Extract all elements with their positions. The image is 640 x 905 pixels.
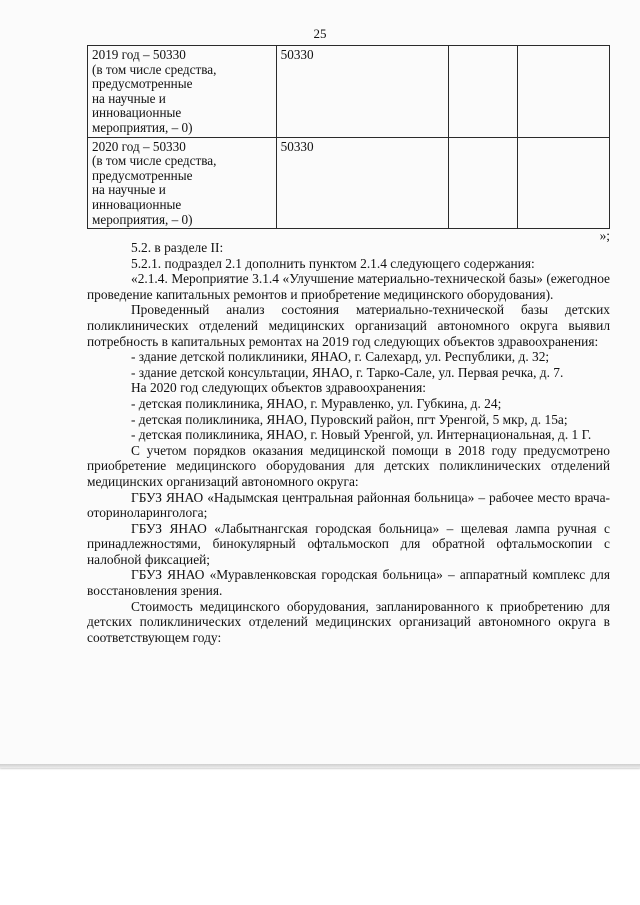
cell-line: предусмотренные [92, 76, 193, 92]
paragraph: Проведенный анализ состояния материально-технической базы детских поликлинических отделений медицинских организаций автономного округа выявил потребность в капитальных ремонтах на 2019 год следующих объектов здравоохранения: [87, 302, 610, 349]
cell-line: (в том числе средства, [92, 153, 217, 169]
cell-line: мероприятия, – 0) [92, 211, 193, 227]
table-row [88, 137, 610, 229]
cell-line: инновационные [92, 105, 182, 121]
table-cell-amount: 50330 [276, 137, 448, 229]
list-item: - детская поликлиника, ЯНАО, г. Муравленко, ул. Губкина, д. 24; [131, 395, 502, 411]
table-cell-empty [517, 46, 609, 138]
table-cell-empty [449, 46, 517, 138]
cell-line: мероприятия, – 0) [92, 119, 193, 135]
document-body [87, 240, 610, 645]
paragraph: «2.1.4. Мероприятие 3.1.4 «Улучшение материально-технической базы» (ежегодное проведение капитальных ремонтов и приобретение медицинского оборудования). [87, 271, 610, 302]
paragraph: На 2020 год следующих объектов здравоохранения: [131, 380, 426, 396]
cell-line: инновационные [92, 196, 182, 212]
paragraph: С учетом порядков оказания медицинской помощи в 2018 году предусмотрено приобретение медицинского оборудования для детских поликлинических отделений медицинских организаций автономного округа: [87, 442, 610, 489]
paragraph: Стоимость медицинского оборудования, запланированного к приобретению для детских поликлинических отделений медицинских организаций автономного округа в соответствующем году: [87, 598, 610, 645]
section-heading: 5.2. в разделе II: [131, 240, 224, 255]
list-item: - детская поликлиника, ЯНАО, г. Новый Уренгой, ул. Интернациональная, д. 1 Г. [131, 427, 592, 443]
paragraph: ГБУЗ ЯНАО «Надымская центральная районная больница» – рабочее место врача-оториноларинголога; [87, 489, 610, 521]
list-item: - здание детской поликлиники, ЯНАО, г. Салехард, ул. Республики, д. 32; [131, 349, 550, 365]
cell-line: на научные и [92, 182, 166, 198]
table-row [88, 46, 610, 138]
page-edge-shadow [0, 764, 640, 770]
list-item: - здание детской консультации, ЯНАО, г. Тарко-Сале, ул. Первая речка, д. 7. [131, 364, 564, 380]
closing-quote: »; [599, 228, 610, 243]
table-cell-empty [449, 137, 517, 229]
page-number: 25 [313, 26, 327, 41]
cell-line: 2020 год – 50330 [92, 138, 186, 154]
paragraph: ГБУЗ ЯНАО «Муравленковская городская больница» – аппаратный комплекс для восстановления зрения. [87, 567, 610, 599]
paragraph: 5.2.1. подраздел 2.1 дополнить пунктом 2.1.4 следующего содержания: [131, 255, 535, 271]
cell-line: (в том числе средства, [92, 61, 217, 77]
table-cell-year [88, 46, 277, 138]
funding-table [87, 45, 610, 229]
table-cell-amount: 50330 [276, 46, 448, 138]
cell-line: 2019 год – 50330 [92, 47, 186, 62]
cell-line: предусмотренные [92, 167, 193, 183]
list-item: - детская поликлиника, ЯНАО, Пуровский район, пгт Уренгой, 5 мкр, д. 15а; [131, 411, 568, 427]
paragraph: ГБУЗ ЯНАО «Лабытнангская городская больница» – щелевая лампа ручная с принадлежностями, бинокулярный офтальмоскоп для обратной офтальмоскопии с налобной фиксацией; [87, 520, 610, 567]
table-cell-empty [517, 137, 609, 229]
cell-line: на научные и [92, 90, 166, 106]
table-cell-year [88, 137, 277, 229]
